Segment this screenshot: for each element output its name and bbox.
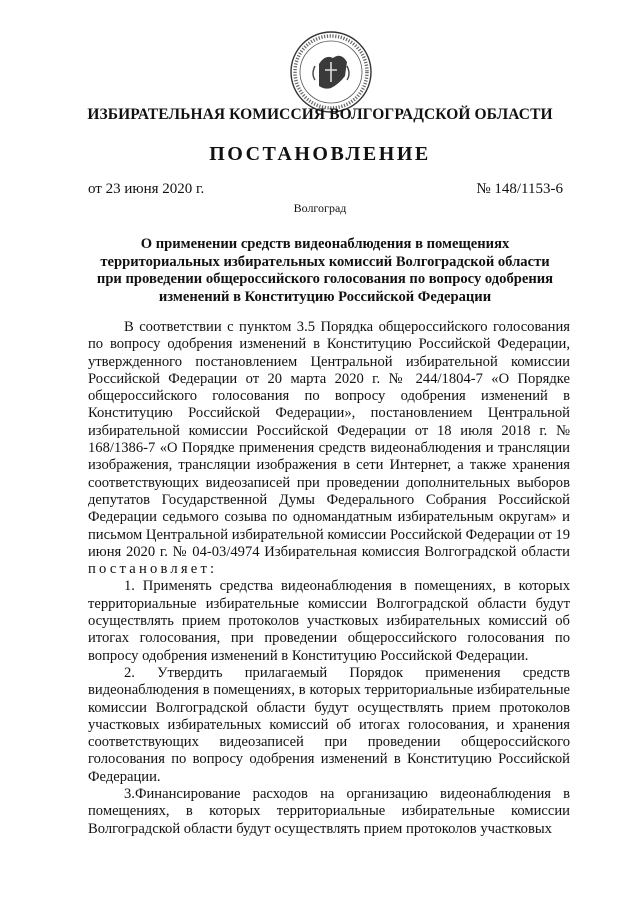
document-body — [88, 319, 570, 838]
item-paragraph: 1. Применять средства видеонаблюдения в помещениях, в которых территориальные избирательные комиссии Волгоградской области будут осуществлять прием протоколов участковых избирательных комиссий об итогах голосования, при проведении общероссийского голосования по вопросу одобрения изменений в Конституцию Российской Федерации. — [88, 578, 570, 664]
resolves-word: постановляет: — [88, 561, 218, 578]
item-paragraph: 3.Финансирование расходов на организацию видеонаблюдения в помещениях, в которых территориальные избирательные комиссии Волгоградской области будут осуществлять прием протоколов участковых — [88, 786, 570, 837]
subject-line: территориальных избирательных комиссий Волгоградской области — [100, 253, 550, 270]
preamble-paragraph — [88, 319, 570, 578]
document-date: от 23 июня 2020 г. — [88, 181, 205, 197]
subject-line: при проведении общероссийского голосования по вопросу одобрения — [96, 271, 554, 287]
subject-line: О применении средств видеонаблюдения в помещениях — [140, 236, 510, 252]
document-number: № 148/1153-6 — [476, 181, 563, 197]
document-city: Волгоград — [293, 201, 347, 215]
official-seal — [289, 30, 373, 114]
subject-line: изменений в Конституцию Российской Федерации — [158, 288, 492, 305]
document-type: ПОСТАНОВЛЕНИЕ — [209, 143, 431, 165]
item-paragraph: 2. Утвердить прилагаемый Порядок применения средств видеонаблюдения в помещениях, в которых территориальные избирательные комиссии Волгоградской области будут осуществлять прием протоколов участковых избирательных комиссий об итогах голосования, и хранения соответствующих видеозаписей при проведении общероссийского голосования по вопросу одобрения изменений в Конституцию Российской Федерации. — [88, 664, 570, 785]
document-subject — [90, 236, 560, 306]
organization-name: ИЗБИРАТЕЛЬНАЯ КОМИССИЯ ВОЛГОГРАДСКОЙ ОБЛАСТИ — [87, 106, 553, 123]
preamble-text: В соответствии с пунктом 3.5 Порядка общероссийского голосования по вопросу одобрения изменений в Конституцию Российской Федерации, утвержденного постановлением Центральной избирательной комиссии Российской Федерации от 20 марта 2020 г. № 244/1804-7 «О Порядке общероссийского голосования по вопросу одобрения изменений в Конституцию Российской Федерации», постановлением Центральной избирательной комиссии Российской Федерации от 18 июля 2018 г. № 168/1386-7 «О Порядке применения средств видеонаблюдения и трансляции изображения, трансляции изображения в сети Интернет, а также хранения соответствующих видеозаписей при проведении дополнительных выборов депутатов Государственной Думы Федерального Собрания Российской Федерации седьмого созыва по одномандатным избирательным округам» и письмом Центральной избирательной комиссии Российской Федерации от 19 июня 2020 г. № 04-03/4974 Избирательная комиссия Волгоградской области — [88, 319, 570, 560]
coat-of-arms-seal-icon — [289, 30, 373, 114]
